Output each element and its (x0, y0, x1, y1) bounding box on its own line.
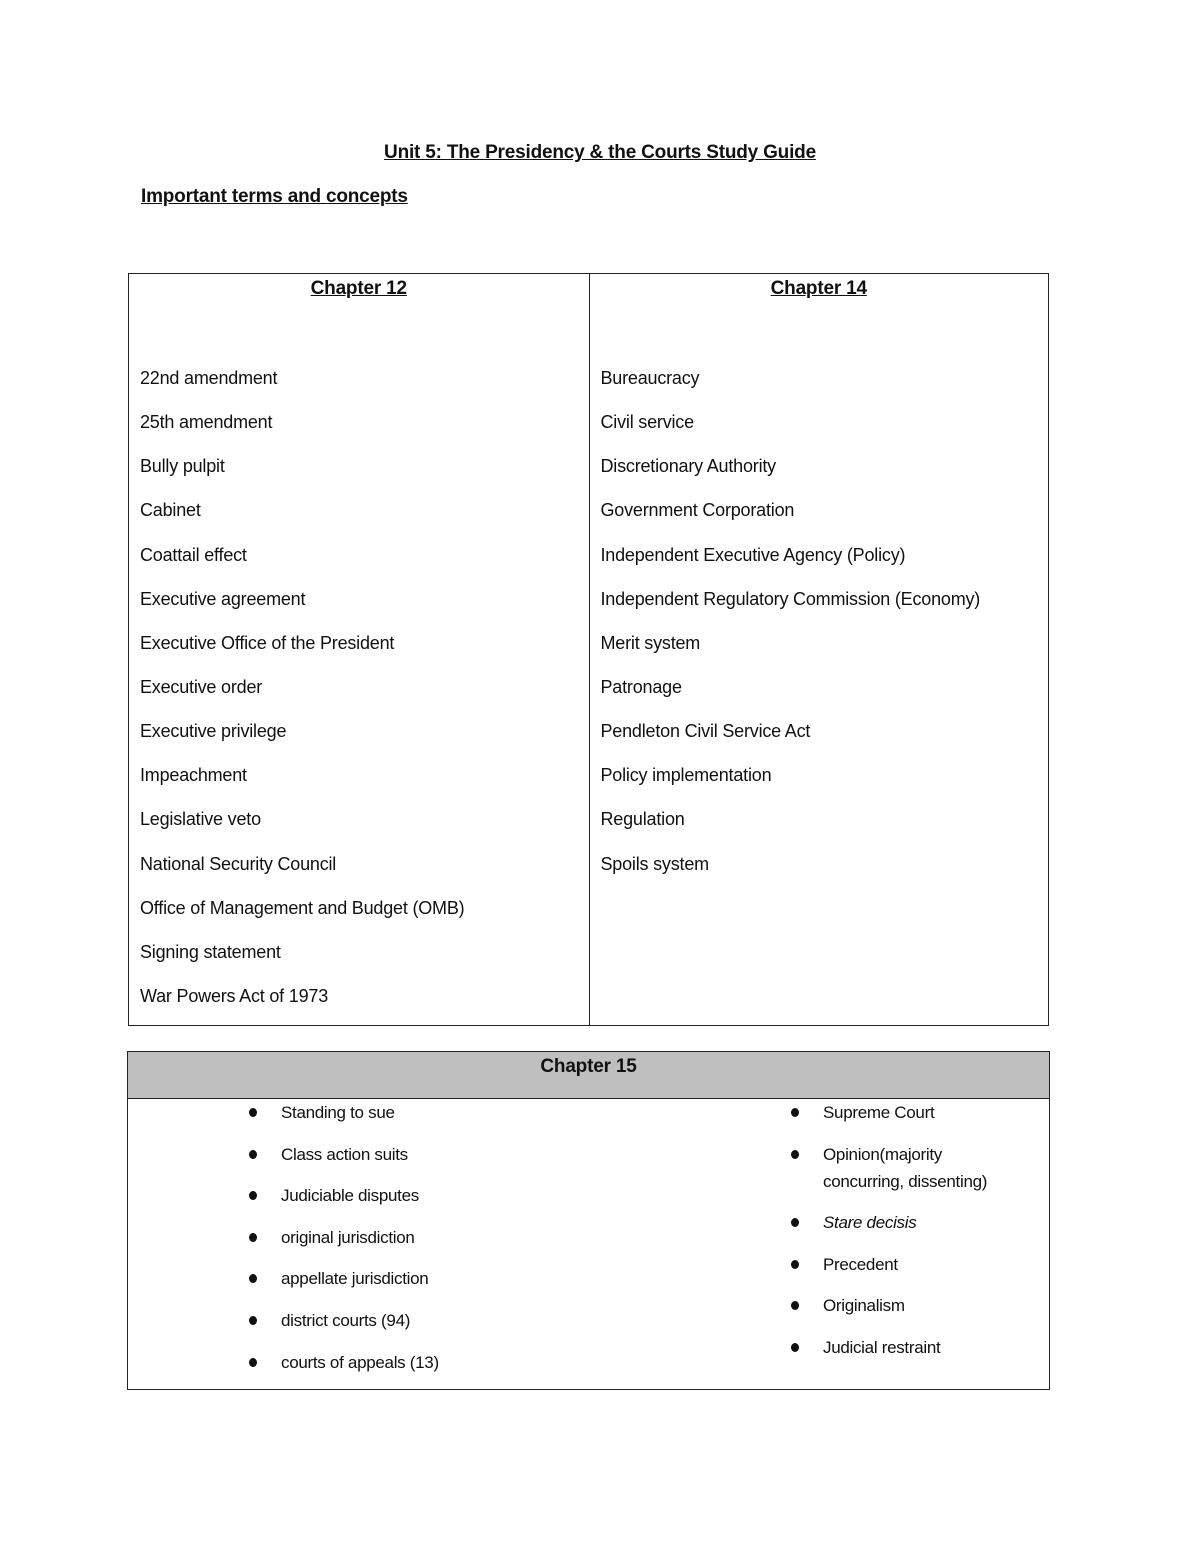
list-item (787, 1251, 1027, 1278)
chapter12-column (129, 274, 589, 1025)
bullet-icon (249, 1191, 257, 1200)
bullet-icon (249, 1150, 257, 1159)
bullet-icon (249, 1233, 257, 1242)
bullet-icon (791, 1260, 799, 1269)
list-item (787, 1334, 1027, 1361)
bullet-icon (791, 1218, 799, 1227)
list-item-text: Precedent (823, 1254, 898, 1274)
chapter15-table (127, 1051, 1050, 1390)
term-item: 22nd amendment (140, 368, 278, 388)
term-item: Pendleton Civil Service Act (600, 721, 811, 742)
list-item (787, 1209, 1027, 1236)
chapter15-body (128, 1099, 1049, 1389)
chapter12-term-list (140, 366, 585, 1028)
list-item-text: Judiciable disputes (281, 1186, 419, 1206)
term-item: Legislative veto (140, 809, 261, 830)
term-item: Cabinet (140, 500, 201, 521)
term-item: Coattail effect (140, 544, 247, 565)
list-item-text: Originalism (823, 1296, 905, 1316)
list-item-text: Judicial restraint (823, 1337, 941, 1357)
list-item (245, 1265, 665, 1292)
chapter14-heading: Chapter 14 (770, 278, 867, 299)
chapter14-column (589, 274, 1049, 1025)
term-item: Regulation (600, 809, 685, 830)
bullet-icon (249, 1274, 257, 1283)
list-item-text: district courts (94) (281, 1310, 411, 1330)
chapter15-left-list (245, 1099, 665, 1390)
term-item: Executive privilege (140, 721, 287, 742)
chapter14-term-list (601, 366, 1045, 896)
term-item: War Powers Act of 1973 (140, 985, 329, 1006)
term-item: Bully pulpit (140, 456, 225, 477)
term-item: Patronage (600, 676, 682, 697)
list-item-text: Standing to sue (281, 1103, 395, 1122)
term-item: Executive order (140, 676, 263, 697)
bullet-icon (791, 1301, 799, 1310)
list-item-text: Stare decisis (823, 1213, 917, 1233)
term-item: National Security Council (140, 853, 337, 874)
bullet-icon (791, 1150, 799, 1159)
list-item (245, 1224, 665, 1251)
chapter12-heading: Chapter 12 (310, 278, 407, 299)
list-item (787, 1141, 1027, 1195)
list-item (245, 1141, 665, 1168)
list-item-text: appellate jurisdiction (281, 1269, 429, 1289)
chapter15-right-list (787, 1099, 1027, 1376)
term-item: Merit system (600, 632, 701, 653)
term-item: 25th amendment (140, 412, 273, 433)
document-title: Unit 5: The Presidency & the Courts Study Guide (384, 142, 816, 163)
list-item-text: courts of appeals (13) (281, 1352, 439, 1372)
chapter15-heading: Chapter 15 (128, 1052, 1049, 1099)
bullet-icon (791, 1343, 799, 1352)
bullet-icon (791, 1108, 799, 1117)
section-heading: Important terms and concepts (141, 186, 408, 207)
bullet-icon (249, 1316, 257, 1325)
term-item: Signing statement (140, 941, 281, 962)
term-item: Policy implementation (600, 765, 772, 786)
list-item-text: Supreme Court (823, 1103, 935, 1122)
term-item: Office of Management and Budget (OMB) (140, 897, 465, 918)
term-item: Executive agreement (140, 588, 306, 609)
list-item-text: Opinion(majority concurring, dissenting) (823, 1144, 988, 1191)
bullet-icon (249, 1358, 257, 1367)
term-item: Independent Regulatory Commission (Economy) (600, 588, 981, 609)
term-item: Bureaucracy (600, 368, 700, 388)
bullet-icon (249, 1108, 257, 1117)
term-item: Executive Office of the President (140, 632, 395, 653)
list-item (245, 1182, 665, 1209)
term-item: Spoils system (600, 853, 709, 874)
list-item (245, 1099, 665, 1126)
list-item (787, 1292, 1027, 1319)
terms-table-ch12-ch14 (128, 273, 1049, 1026)
list-item-text: Class action suits (281, 1144, 408, 1164)
list-item (245, 1307, 665, 1334)
list-item-text: original jurisdiction (281, 1227, 415, 1247)
list-item (245, 1349, 665, 1376)
term-item: Government Corporation (600, 500, 795, 521)
term-item: Civil service (600, 412, 694, 433)
list-item (787, 1099, 1027, 1126)
term-item: Independent Executive Agency (Policy) (600, 544, 906, 565)
term-item: Impeachment (140, 765, 247, 786)
term-item: Discretionary Authority (600, 456, 776, 477)
